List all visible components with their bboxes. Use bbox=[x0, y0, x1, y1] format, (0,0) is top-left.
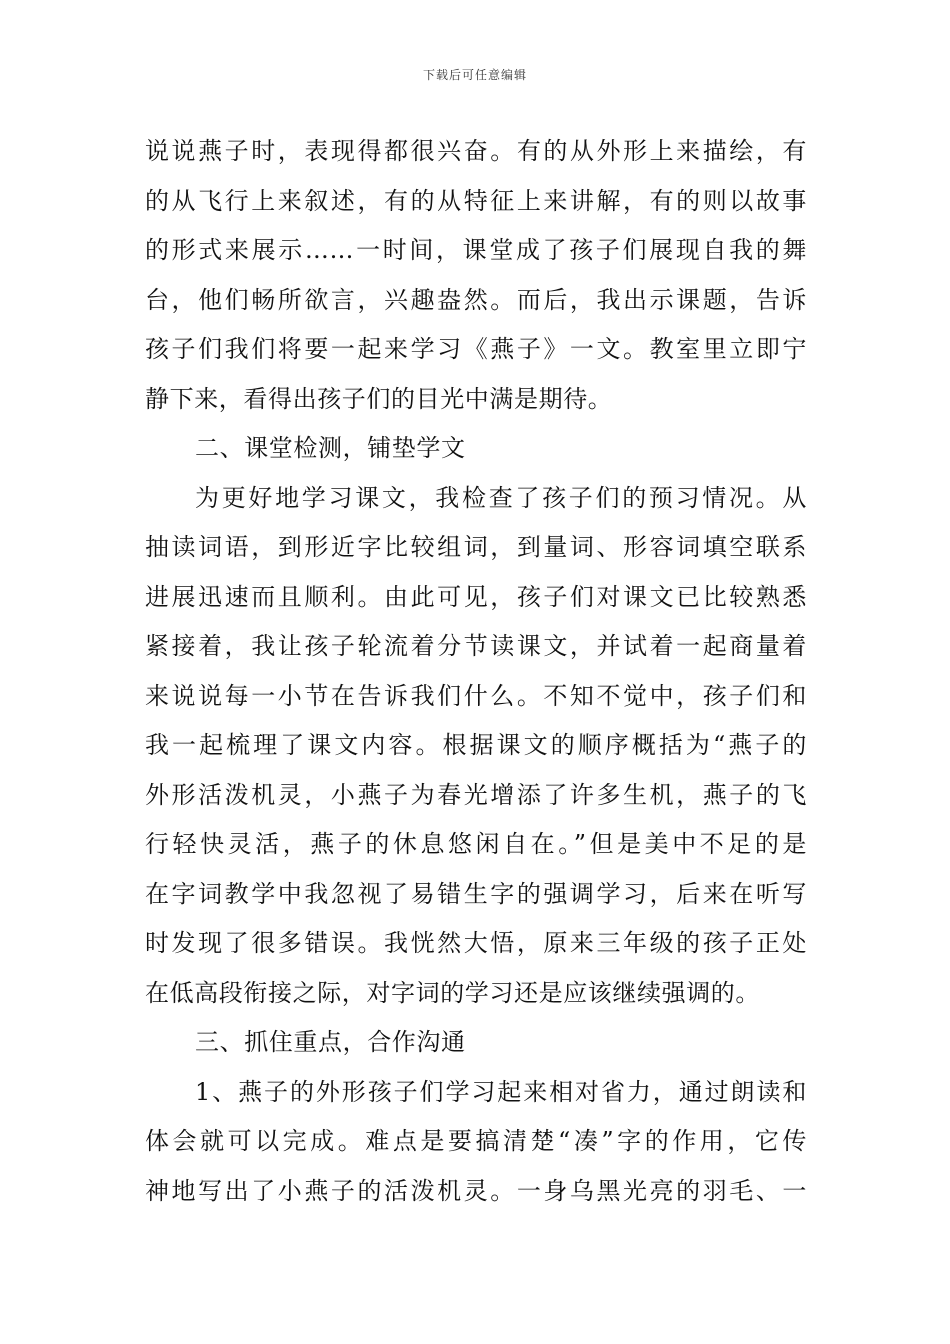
text-line: 紧接着，我让孩子轮流着分节读课文，并试着一起商量着 bbox=[145, 632, 807, 660]
text-line: 在低高段衔接之际，对字词的学习还是应该继续强调的。 bbox=[145, 978, 760, 1007]
text-line: 神地写出了小燕子的活泼机灵。一身乌黑光亮的羽毛、一 bbox=[145, 1176, 807, 1205]
text-line: 说说燕子时，表现得都很兴奋。有的从外形上来描绘，有 bbox=[145, 137, 807, 165]
text-line: 台，他们畅所欲言，兴趣盎然。而后，我出示课题，告诉 bbox=[145, 285, 807, 314]
text-line: 时发现了很多错误。我恍然大悟，原来三年级的孩子正处 bbox=[145, 929, 807, 957]
text-line: 行轻快灵活，燕子的休息悠闲自在。”但是美中不足的是 bbox=[145, 830, 807, 858]
text-line: 二、课堂检测，铺垫学文 bbox=[195, 434, 466, 462]
page-header: 下载后可任意编辑 bbox=[422, 68, 527, 82]
text-line: 静下来，看得出孩子们的目光中满是期待。 bbox=[145, 384, 613, 413]
text-line: 的从飞行上来叙述，有的从特征上来讲解，有的则以故事 bbox=[145, 186, 807, 215]
text-line: 我一起梳理了课文内容。根据课文的顺序概括为“燕子的 bbox=[145, 731, 807, 759]
text-line: 来说说每一小节在告诉我们什么。不知不觉中，孩子们和 bbox=[145, 681, 807, 710]
text-line: 为更好地学习课文，我检查了孩子们的预习情况。从 bbox=[195, 483, 807, 512]
text-line: 在字词教学中我忽视了易错生字的强调学习，后来在听写 bbox=[145, 879, 807, 908]
text-line: 1、燕子的外形孩子们学习起来相对省力，通过朗读和 bbox=[195, 1077, 807, 1106]
document-body bbox=[145, 127, 807, 1216]
text-line: 外形活泼机灵，小燕子为春光增添了许多生机，燕子的飞 bbox=[145, 780, 807, 809]
text-line: 抽读词语，到形近字比较组词，到量词、形容词填空联系 bbox=[145, 533, 807, 561]
text-line: 体会就可以完成。难点是要搞清楚“凑”字的作用，它传 bbox=[145, 1127, 807, 1155]
text-line: 三、抓住重点，合作沟通 bbox=[195, 1028, 466, 1056]
text-line: 孩子们我们将要一起来学习《燕子》一文。教室里立即宁 bbox=[145, 335, 807, 363]
text-line: 进展迅速而且顺利。由此可见，孩子们对课文已比较熟悉 bbox=[145, 582, 807, 611]
text-line: 的形式来展示……一时间，课堂成了孩子们展现自我的舞 bbox=[145, 236, 807, 264]
